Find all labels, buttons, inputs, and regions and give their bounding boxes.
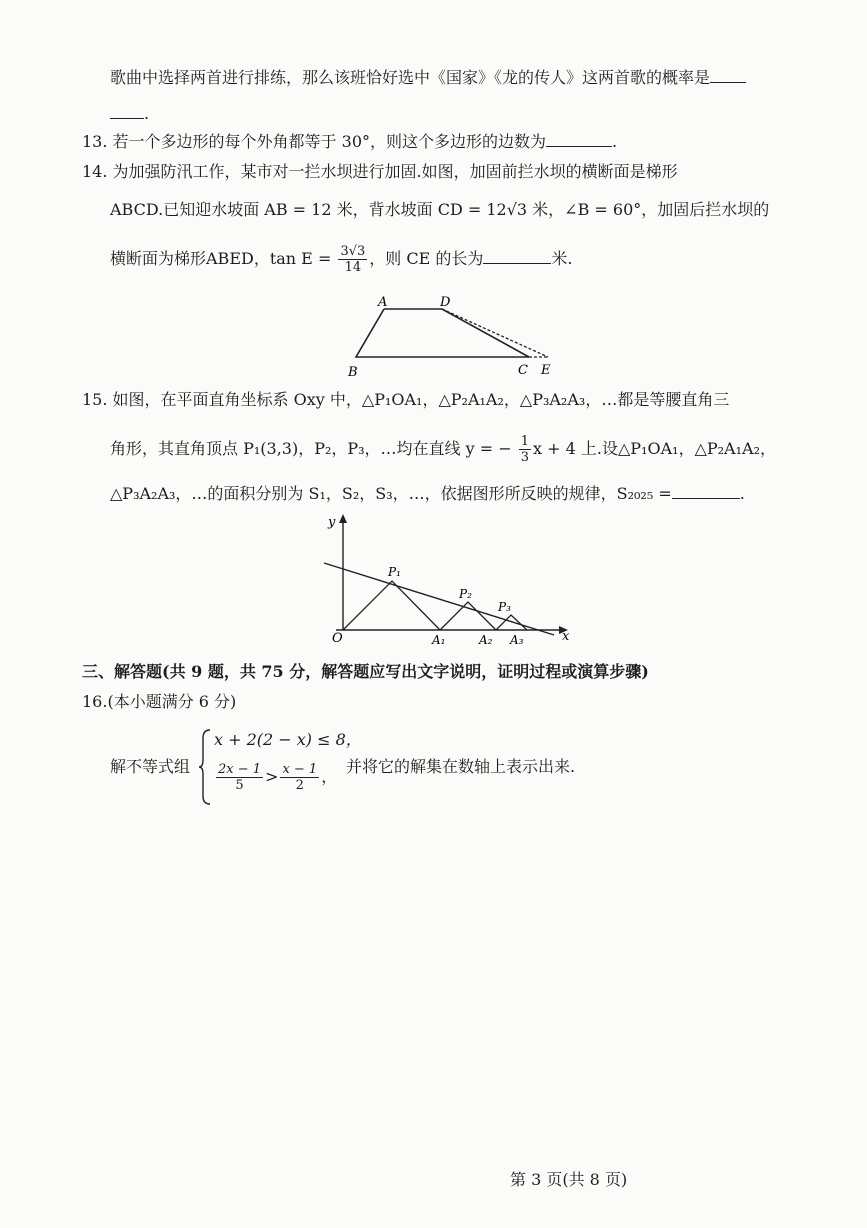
q15-frac-denominator: 3 — [520, 450, 530, 465]
q14-text-line1: 为加强防汛工作，某市对一拦水坝进行加固.如图，加固前拦水坝的横断面是梯形 — [112, 162, 678, 181]
q15-period: . — [739, 484, 745, 503]
question-15-line3 — [110, 480, 745, 506]
q14-label-D: D — [440, 295, 451, 310]
q15-label-P1: P₁ — [388, 565, 401, 579]
q14-text-line3-pre: 横断面为梯形ABED，tan E = — [110, 249, 332, 268]
q16-gt-sign: > — [265, 767, 279, 786]
q13-answer-blank[interactable] — [546, 128, 612, 147]
q15-triangle-P1OA1 — [343, 581, 440, 630]
q14-tan-fraction — [338, 244, 367, 275]
q13-period: . — [612, 132, 618, 151]
q16-left-denominator: 5 — [235, 778, 244, 793]
q14-segment-DE — [442, 309, 548, 357]
q15-text-line2-post: x + 4 上.设△P₁OA₁，△P₂A₁A₂， — [533, 439, 776, 458]
q15-triangle-P2A1A2 — [440, 602, 496, 630]
q14-number: 14. — [82, 162, 108, 181]
q15-text-line3: △P₃A₂A₃，…的面积分别为 S₁，S₂，S₃，…，依据图形所反映的规律，S₂₀₂₅ = — [110, 484, 672, 503]
q16-right-fraction — [280, 762, 319, 793]
q15-label-P2: P₂ — [459, 587, 472, 601]
q14-label-A: A — [378, 295, 388, 310]
q16-lead: 解不等式组 — [110, 757, 191, 776]
question-13 — [82, 128, 617, 154]
q16-right-denominator: 2 — [295, 778, 304, 793]
q12-text: 歌曲中选择两首进行排练，那么该班恰好选中《国家》《龙的传人》这两首歌的概率是 — [110, 68, 711, 87]
q12-line1 — [110, 64, 746, 90]
page-footer: 第 3 页(共 8 页) — [510, 1170, 628, 1189]
q15-number: 15. — [82, 390, 108, 409]
section-3-heading: 三、解答题(共 9 题，共 75 分，解答题应写出文字说明，证明过程或演算步骤) — [82, 662, 649, 681]
q15-y-axis-arrow — [339, 514, 347, 523]
q15-text-line1: 如图，在平面直角坐标系 Oxy 中，△P₁OA₁，△P₂A₁A₂，△P₃A₂A₃，…都是等腰直角三 — [112, 390, 730, 409]
q16-system-brace — [198, 728, 212, 806]
q14-label-B: B — [348, 365, 358, 380]
q13-text: 若一个多边形的每个外角都等于 30°，则这个多边形的边数为 — [112, 132, 546, 151]
q15-answer-blank[interactable] — [672, 480, 740, 499]
q16-left-numerator: 2x − 1 — [218, 762, 262, 777]
q14-frac-numerator: 3√3 — [340, 244, 366, 259]
question-14-line1 — [82, 160, 678, 184]
q14-label-E: E — [541, 363, 551, 378]
q12-answer-blank-cont[interactable] — [110, 100, 144, 119]
q15-label-O: O — [332, 631, 343, 646]
q14-trapezoid-ABCD — [356, 309, 529, 357]
q16-comma: ， — [321, 767, 338, 786]
question-16-header — [82, 690, 236, 714]
q14-text-line2: ABCD.已知迎水坡面 AB = 12 米，背水坡面 CD = 12√3 米，∠B = 60°，加固后拦水坝的 — [110, 200, 770, 219]
q16-tail: 并将它的解集在数轴上表示出来. — [346, 757, 576, 776]
q14-answer-blank[interactable] — [483, 245, 551, 264]
question-15-line2 — [110, 434, 776, 465]
q15-label-x: x — [562, 629, 570, 644]
q12-period: . — [144, 104, 150, 123]
q15-slope-fraction — [519, 434, 531, 465]
q16-inequality-2 — [214, 762, 337, 793]
q16-number: 16. — [82, 692, 108, 711]
q16-inequality-1: x + 2(2 − x) ≤ 8， — [214, 730, 362, 749]
q14-frac-denominator: 14 — [344, 260, 362, 275]
q15-label-P3: P₃ — [498, 600, 511, 614]
q14-dam-figure — [340, 292, 560, 384]
q16-right-numerator: x − 1 — [282, 762, 318, 777]
q15-label-A2: A₂ — [479, 633, 493, 647]
q16-title: (本小题满分 6 分) — [107, 692, 237, 711]
question-14-line2 — [110, 198, 769, 222]
q15-text-line2-pre: 角形，其直角顶点 P₁(3,3)，P₂，P₃，…均在直线 y = − — [110, 439, 512, 458]
q12-line2 — [110, 100, 149, 126]
q13-number: 13. — [82, 132, 108, 151]
q15-triangle-P3A2A3 — [496, 615, 527, 630]
q15-coordinate-figure — [316, 510, 586, 650]
question-15-line1 — [82, 388, 729, 412]
question-14-line3 — [110, 244, 572, 275]
q14-unit: 米. — [551, 249, 573, 268]
q12-answer-blank[interactable] — [710, 64, 746, 83]
q15-label-y: y — [328, 515, 336, 530]
q15-line-y-eq — [324, 563, 554, 635]
q16-left-fraction — [216, 762, 263, 793]
q14-label-C: C — [518, 363, 528, 378]
q15-label-A3: A₃ — [510, 633, 524, 647]
q15-frac-numerator: 1 — [520, 434, 530, 449]
q15-label-A1: A₁ — [432, 633, 446, 647]
q14-text-line3-post: ，则 CE 的长为 — [369, 249, 484, 268]
